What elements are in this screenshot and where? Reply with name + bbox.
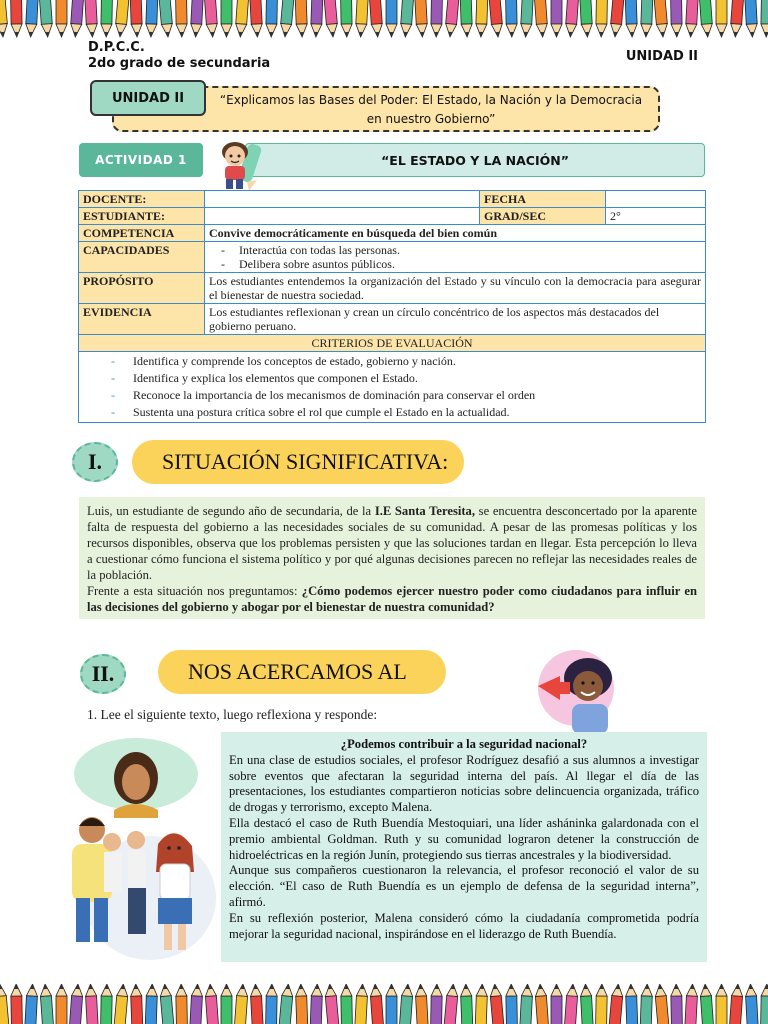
evidencia-value: Los estudiantes reflexionan y crean un círculo concéntrico de los aspectos más destacados del gobierno peruano. — [205, 304, 706, 335]
pencil-icon — [221, 0, 232, 37]
pencil-icon — [176, 984, 188, 1024]
pencil-icon — [685, 0, 698, 37]
pencil-icon — [190, 0, 203, 37]
pencil-icon — [671, 984, 683, 1024]
pencil-icon — [610, 0, 625, 37]
pencil-border-top — [0, 0, 768, 40]
pencil-icon — [280, 0, 295, 37]
pencil-icon — [369, 0, 383, 37]
pencil-icon — [234, 984, 248, 1024]
proposito-value: Los estudiantes entendemos la organización del Estado y su vínculo con la democracia para asegurar el bienestar de nuestra sociedad. — [205, 273, 706, 304]
docente-value[interactable] — [205, 191, 480, 208]
reading-title: ¿Podemos contribuir a la seguridad nacional? — [340, 737, 588, 751]
docente-label: DOCENTE: — [79, 191, 205, 208]
pencil-icon — [70, 0, 84, 37]
pencil-icon — [221, 984, 232, 1024]
pencil-icon — [11, 984, 23, 1024]
pencil-icon — [609, 984, 624, 1024]
pencil-icon — [39, 0, 53, 37]
pencil-icon — [250, 0, 263, 37]
students-illustration — [62, 738, 218, 967]
estudiante-value[interactable] — [205, 208, 480, 225]
pencil-icon — [295, 984, 307, 1024]
pencil-icon — [761, 0, 768, 37]
pencil-icon — [716, 984, 727, 1024]
pencil-icon — [625, 984, 637, 1024]
pencil-icon — [341, 0, 353, 37]
header-grade: 2do grado de secundaria — [88, 56, 271, 71]
list-item: - Identifica y comprende los conceptos de estado, gobierno y nación. — [111, 353, 701, 370]
pencil-icon — [475, 984, 487, 1024]
boy-with-pencil-illustration — [213, 136, 267, 197]
pencil-icon — [506, 0, 518, 37]
fecha-label: FECHA — [480, 191, 606, 208]
pencil-icon — [159, 984, 174, 1024]
pencil-icon — [101, 984, 113, 1024]
pencil-icon — [580, 984, 593, 1024]
criterios-cell — [79, 352, 706, 423]
pencil-icon — [535, 984, 549, 1024]
criterios-heading: CRITERIOS DE EVALUACIÓN — [79, 335, 706, 352]
key-question: ¿Cómo podemos ejercer nuestro poder como ciudadanos para influir en las decisiones del gobierno y abogar por el bienestar de nuestra comunidad? — [87, 584, 698, 614]
pencil-icon — [324, 0, 339, 37]
pencil-icon — [266, 984, 278, 1024]
reading-paragraph: Ella destacó el caso de Ruth Buendía Mestoquiari, una líder asháninka galardonada con el premio ambiental Goldman. Ruth y su comunidad lograron detener la construcción de hidroeléctricas en la región Junín, protegiendo sus tierras ancestrales y la biodiversidad. — [229, 815, 699, 862]
pencil-icon — [654, 984, 669, 1024]
pencil-icon — [730, 0, 744, 37]
girl-with-megaphone-illustration — [530, 648, 626, 739]
evidencia-label: EVIDENCIA — [79, 304, 205, 335]
competencia-value: Convive democráticamente en búsqueda del bien común — [205, 225, 706, 242]
list-item: - Identifica y explica los elementos que componen el Estado. — [111, 370, 701, 387]
pencil-icon — [310, 984, 322, 1024]
pencil-icon — [85, 984, 98, 1024]
list-item: - Delibera sobre asuntos públicos. — [209, 257, 701, 271]
pencil-icon — [370, 984, 384, 1024]
pencil-icon — [310, 0, 322, 37]
pencil-icon — [145, 0, 157, 37]
header-left — [88, 40, 270, 72]
pencil-icon — [324, 984, 339, 1024]
reading-instruction: 1. Lee el siguiente texto, luego reflexiona y responde: — [87, 707, 378, 722]
pencil-icon — [520, 984, 533, 1024]
pencil-icon — [745, 984, 758, 1024]
pencil-icon — [761, 984, 768, 1024]
pencil-icon — [475, 0, 487, 37]
pencil-icon — [69, 984, 83, 1024]
pencil-icon — [564, 984, 578, 1024]
pencil-icon — [596, 984, 608, 1024]
activity-info-table — [78, 190, 706, 423]
list-item: - Sustenta una postura crítica sobre el rol que cumple el Estado en la actualidad. — [111, 404, 701, 421]
pencil-icon — [699, 0, 713, 37]
pencil-icon — [204, 0, 218, 37]
pencil-icon — [341, 984, 353, 1024]
reading-paragraph: En una clase de estudios sociales, el profesor Rodríguez desafió a sus alumnos a investigar sobre eventos que afectaran la seguridad interna del país. Al llegar el día de las presentaciones, los estudiantes compartieron noticias sobre delincuencia organizada, tráfico de drogas y terrorismo, excepto Malena. — [229, 752, 699, 815]
pencil-icon — [685, 984, 698, 1024]
estudiante-label: ESTUDIANTE: — [79, 208, 205, 225]
pencil-icon — [444, 984, 459, 1024]
pencil-icon — [85, 0, 98, 37]
section2-title-ribbon — [158, 650, 446, 694]
fecha-value[interactable] — [606, 191, 706, 208]
pencil-icon — [295, 0, 307, 37]
gradsec-value: 2° — [606, 208, 706, 225]
pencil-icon — [506, 984, 518, 1024]
activity-label: ACTIVIDAD 1 — [79, 143, 203, 177]
header-dpcc: D.P.C.C. — [88, 40, 145, 55]
unit-title-line2: en nuestro Gobierno” — [366, 112, 496, 126]
pencil-icon — [580, 0, 593, 37]
pencil-icon — [716, 0, 727, 37]
situation-text-c: se encuentra desconcertado por la aparente falta de respuesta del gobierno a las necesidades sociales de su comunidad. A pesar de las promesas políticas y los recursos disponibles, observa que los problemas persisten y que las soluciones tardan en llegar. Esta percepción lo lleva a cuestionar cómo funciona el sistema político y por qué algunas decisiones parecen no reflejar las necesidades reales de la población. — [87, 504, 698, 582]
pencil-icon — [56, 0, 67, 37]
section1-title: SITUACIÓN SIGNIFICATIVA: — [162, 449, 449, 474]
list-item: - Reconoce la importancia de los mecanismos de dominación para conservar el orden — [111, 387, 701, 404]
pencil-icon — [431, 0, 443, 37]
pencil-icon — [101, 0, 113, 37]
pencil-icon — [415, 984, 428, 1024]
situation-box — [79, 497, 705, 619]
unit-title-line1: “Explicamos las Bases del Poder: El Estado, la Nación y la Democracia — [219, 93, 643, 107]
section1-number: I. — [72, 442, 118, 482]
capacidades-list — [209, 243, 701, 271]
gradsec-label: GRAD/SEC — [480, 208, 606, 225]
pencil-icon — [145, 984, 157, 1024]
section2-title: NOS ACERCAMOS AL — [188, 659, 407, 684]
reading-box — [221, 732, 707, 962]
pencil-icon — [415, 0, 428, 37]
question-intro: Frente a esta situación nos preguntamos: — [87, 584, 302, 598]
pencil-icon — [596, 0, 608, 37]
pencil-icon — [551, 984, 562, 1024]
pencil-icon — [250, 984, 263, 1024]
pencil-icon — [671, 0, 683, 37]
pencil-icon — [25, 984, 38, 1024]
header-unit: UNIDAD II — [625, 49, 698, 64]
capacidades-cell — [205, 242, 706, 273]
pencil-icon — [114, 984, 129, 1024]
pencil-icon — [729, 984, 743, 1024]
pencil-icon — [25, 0, 38, 37]
competencia-label: COMPETENCIA — [79, 225, 205, 242]
pencil-icon — [460, 0, 472, 37]
pencil-icon — [460, 984, 472, 1024]
reading-paragraph: Aunque sus compañeros cuestionaron la relevancia, el profesor reconoció el valor de su elección. “El caso de Ruth Buendía es un ejemplo de defensa de la seguridad interna”, afirmó. — [229, 863, 699, 909]
criterios-list — [83, 353, 701, 421]
pencil-icon — [11, 0, 23, 37]
pencil-icon — [190, 984, 203, 1024]
pencil-icon — [534, 0, 548, 37]
section1-title-ribbon — [132, 440, 464, 484]
pencil-icon — [640, 984, 652, 1024]
pencil-icon — [520, 0, 533, 37]
activity-title: “EL ESTADO Y LA NACIÓN” — [245, 143, 705, 177]
pencil-icon — [640, 0, 652, 37]
pencil-icon — [489, 984, 504, 1024]
pencil-icon — [431, 984, 443, 1024]
pencil-icon — [235, 0, 249, 37]
pencil-icon — [0, 984, 9, 1024]
school-name: I.E Santa Teresita, — [374, 504, 475, 518]
pencil-icon — [205, 984, 219, 1024]
pencil-icon — [399, 984, 413, 1024]
pencil-icon — [551, 0, 562, 37]
pencil-icon — [56, 984, 67, 1024]
pencil-icon — [40, 984, 54, 1024]
capacidades-label: CAPACIDADES — [79, 242, 205, 273]
pencil-icon — [0, 0, 8, 37]
pencil-icon — [400, 0, 414, 37]
pencil-icon — [654, 0, 669, 37]
pencil-icon — [279, 984, 294, 1024]
pencil-icon — [266, 0, 278, 37]
pencil-icon — [489, 0, 504, 37]
list-item: - Interactúa con todas las personas. — [209, 243, 701, 257]
reading-paragraph: En su reflexión posterior, Malena consideró cómo la ciudadanía comprometida podría mejorar la seguridad nacional, inspirándose en el liderazgo de Ruth Buendía. — [229, 910, 699, 941]
pencil-icon — [130, 984, 142, 1024]
pencil-icon — [386, 0, 397, 37]
pencil-icon — [159, 0, 174, 37]
unit-label-box: UNIDAD II — [90, 80, 206, 116]
pencil-icon — [745, 0, 758, 37]
pencil-icon — [625, 0, 637, 37]
pencil-icon — [386, 984, 397, 1024]
pencil-icon — [445, 0, 460, 37]
pencil-icon — [355, 0, 368, 37]
pencil-icon — [176, 0, 188, 37]
pencil-icon — [700, 984, 714, 1024]
pencil-icon — [355, 984, 368, 1024]
situation-text-a: Luis, un estudiante de segundo año de secundaria, de la — [87, 504, 375, 518]
section2-number: II. — [80, 654, 126, 694]
pencil-icon — [115, 0, 130, 37]
pencil-icon — [565, 0, 579, 37]
pencil-icon — [130, 0, 142, 37]
proposito-label: PROPÓSITO — [79, 273, 205, 304]
pencil-border-bottom — [0, 984, 768, 1024]
